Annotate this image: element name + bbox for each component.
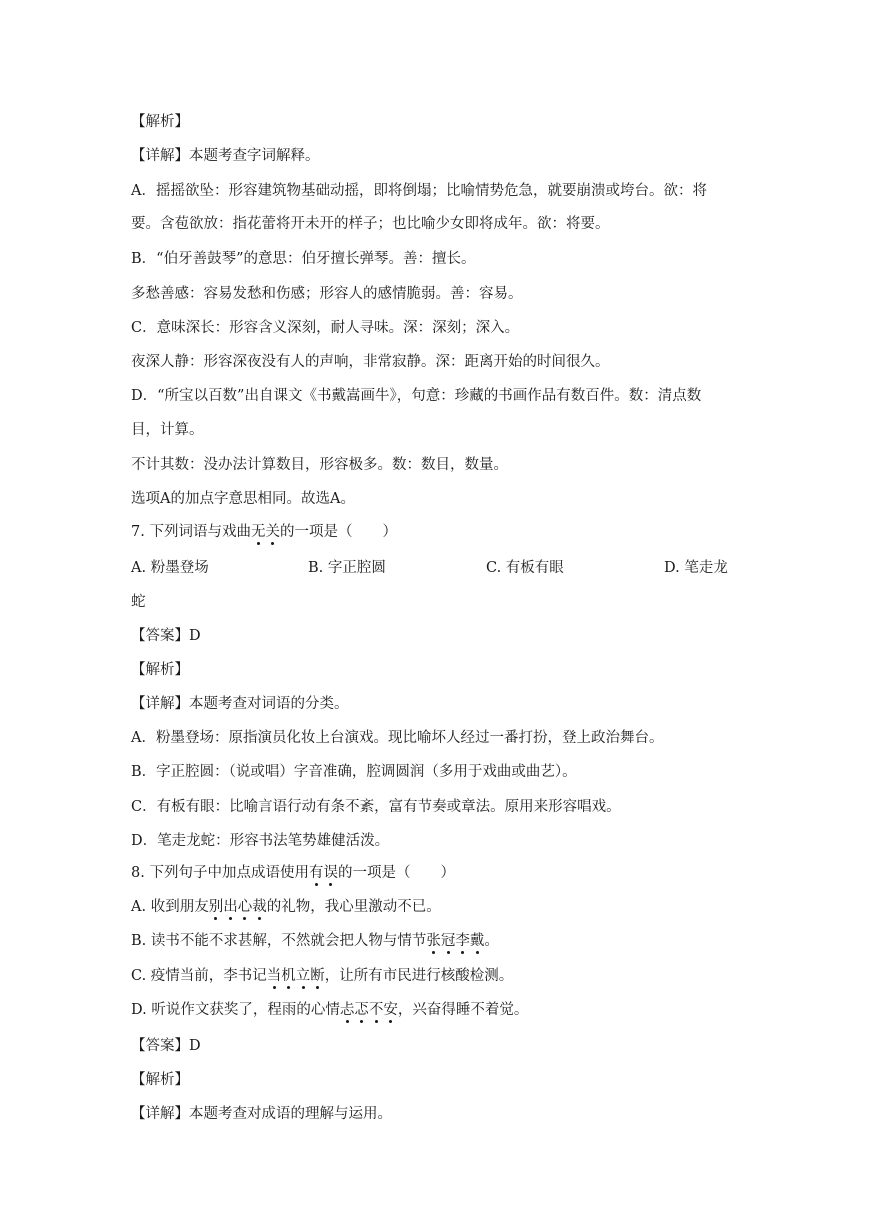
q8-prefix: 8. 下列句子中加点成语使用 xyxy=(131,865,309,881)
q8-d-rest: ，兴奋得睡不着觉。 xyxy=(397,1002,529,1018)
q8-d-idiom: 忐忑不安 xyxy=(339,1002,398,1018)
q8-d-text: D. 听说作文获奖了，程雨的心情 xyxy=(131,1002,340,1018)
explanation-d-line3: 不计其数：没办法计算数目，形容极多。数：数目，数量。 xyxy=(131,457,508,473)
q7-option-b: B. 字正腔圆 xyxy=(308,560,386,576)
q8-b-rest: 。 xyxy=(484,933,499,949)
q7-answer: 【答案】D xyxy=(131,628,201,644)
q8-a-rest: 的礼物，我心里激动不已。 xyxy=(266,899,441,915)
q8-option-d xyxy=(131,1000,749,1020)
q7-explanation-c: C．有板有眼：比喻言语行动有条不紊，富有节奏或章法。原用来形容唱戏。 xyxy=(131,799,621,815)
q8-option-a xyxy=(131,897,749,917)
q7-option-d: D. 笔走龙 xyxy=(664,560,728,576)
q7-explanation-a: A．粉墨登场：原指演员化妆上台演戏。现比喻坏人经过一番打扮，登上政治舞台。 xyxy=(131,730,664,746)
explanation-d-line1: D．“所宝以百数”出自课文《书戴嵩画牛》，句意：珍藏的书画作品有数百件。数：清点数 xyxy=(131,388,702,404)
q8-detail: 【详解】本题考查对成语的理解与运用。 xyxy=(131,1106,392,1122)
q8-analysis: 【解析】 xyxy=(131,1072,189,1088)
q8-answer: 【答案】D xyxy=(131,1038,201,1054)
q7-close: ） xyxy=(382,524,397,540)
q8-b-idiom: 张冠李戴 xyxy=(426,933,485,949)
explanation-b-line2: 多愁善感：容易发愁和伤感；形容人的感情脆弱。善：容易。 xyxy=(131,286,523,302)
q7-explanation-d: D．笔走龙蛇：形容书法笔势雄健活泼。 xyxy=(131,833,390,849)
q7-detail: 【详解】本题考查对词语的分类。 xyxy=(131,696,349,712)
conclusion-line: 选项A的加点字意思相同。故选A。 xyxy=(131,491,355,507)
explanation-a-line1: A．摇摇欲坠：形容建筑物基础动摇，即将倒塌；比喻情势危急，就要崩溃或垮台。欲：将 xyxy=(131,183,707,199)
q8-a-idiom: 别出心裁 xyxy=(208,899,267,915)
explanation-d-line2: 目，计算。 xyxy=(131,422,204,438)
q8-suffix: 的一项是（ xyxy=(337,865,411,881)
q7-suffix: 的一项是（ xyxy=(279,524,353,540)
q8-c-text: C. 疫情当前，李书记 xyxy=(131,968,267,984)
q8-dotted: 有误 xyxy=(308,865,338,881)
explanation-c-line1: C．意味深长：形容含义深刻，耐人寻味。深：深刻；深入。 xyxy=(131,320,520,336)
q8-c-rest: ，让所有市民进行核酸检测。 xyxy=(324,968,514,984)
q8-close: ） xyxy=(440,865,455,881)
question-7 xyxy=(131,522,749,542)
q7-option-a: A. 粉墨登场 xyxy=(131,560,209,576)
q7-explanation-b: B．字正腔圆：（说或唱）字音准确，腔调圆润（多用于戏曲或曲艺）。 xyxy=(131,764,577,780)
q8-a-text: A. 收到朋友 xyxy=(131,899,209,915)
q7-prefix: 7. 下列词语与戏曲 xyxy=(131,524,251,540)
q7-analysis: 【解析】 xyxy=(131,662,189,678)
q7-option-c: C. 有板有眼 xyxy=(486,560,564,576)
question-8 xyxy=(131,863,749,883)
q8-c-idiom: 当机立断 xyxy=(266,968,325,984)
q8-option-c xyxy=(131,966,749,986)
q7-option-d-wrap: 蛇 xyxy=(131,594,146,610)
detail-heading: 【详解】本题考查字词解释。 xyxy=(131,148,320,164)
q7-dotted: 无关 xyxy=(250,524,280,540)
q8-b-text: B. 读书不能不求甚解，不然就会把人物与情节 xyxy=(131,933,427,949)
explanation-a-line2: 要。含苞欲放：指花蕾将开未开的样子；也比喻少女即将成年。欲：将要。 xyxy=(131,216,610,232)
explanation-b-line1: B．“伯牙善鼓琴”的意思：伯牙擅长弹琴。善：擅长。 xyxy=(131,251,476,267)
q8-option-b xyxy=(131,931,749,951)
section-analysis-heading: 【解析】 xyxy=(131,114,189,130)
explanation-c-line2: 夜深人静：形容深夜没有人的声响，非常寂静。深：距离开始的时间很久。 xyxy=(131,354,610,370)
